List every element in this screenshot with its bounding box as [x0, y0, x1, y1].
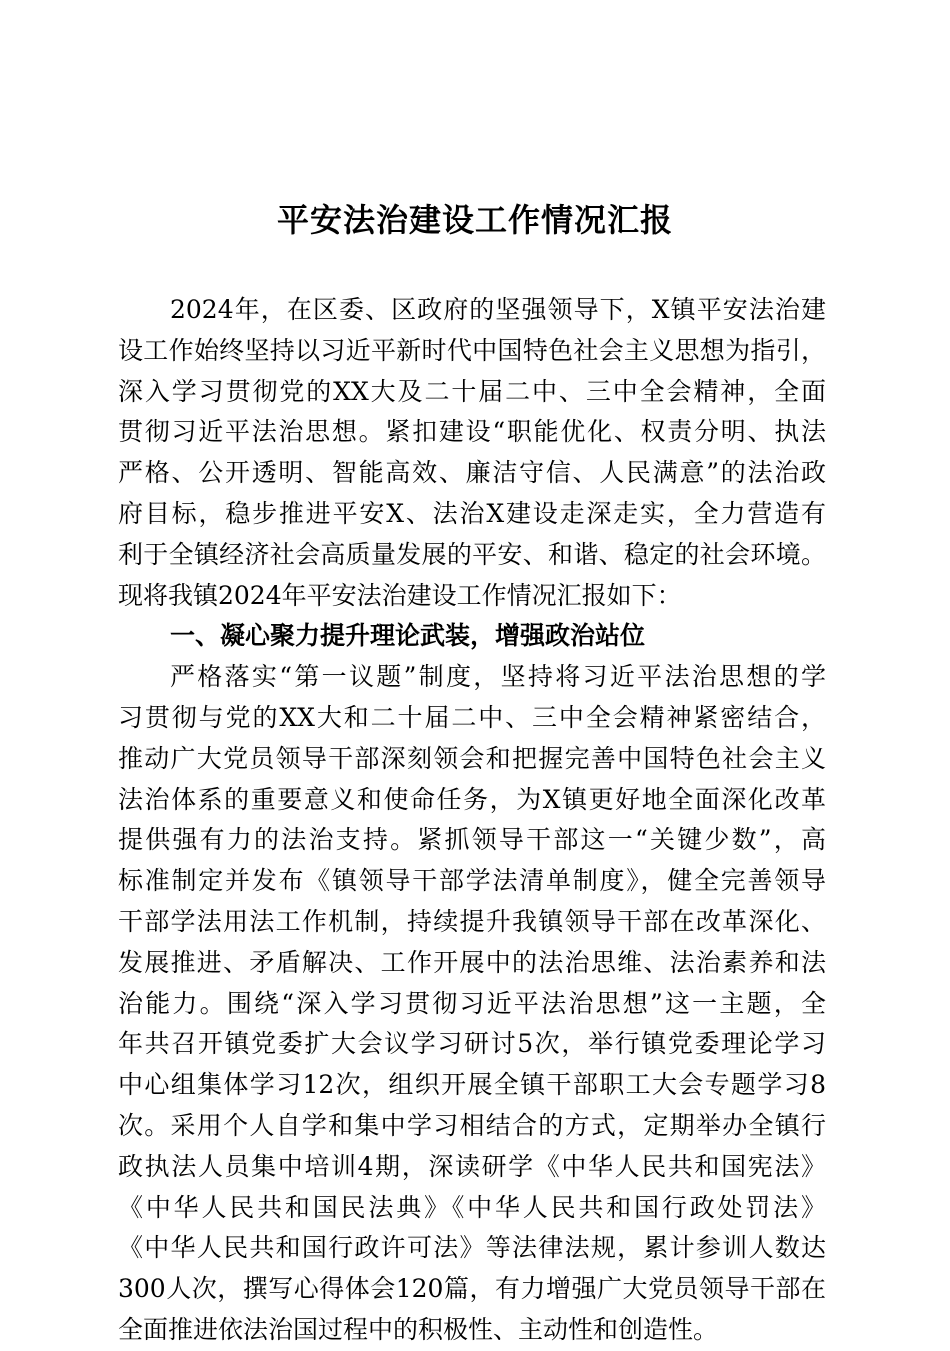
- paragraph-line: 习贯彻与党的XX大和二十届二中、三中全会精神紧密结合，: [118, 702, 826, 732]
- paragraph-line: 次。采用个人自学和集中学习相结合的方式，定期举办全镇行: [118, 1110, 826, 1140]
- paragraph-line: 设工作始终坚持以习近平新时代中国特色社会主义思想为指引，: [118, 335, 826, 365]
- paragraph-line: 标准制定并发布《镇领导干部学法清单制度》，健全完善领导: [118, 866, 826, 896]
- paragraph-line: 政执法人员集中培训4期，深读研学《中华人民共和国宪法》: [118, 1151, 826, 1181]
- paragraph-line: 现将我镇2024年平安法治建设工作情况汇报如下：: [118, 580, 682, 610]
- paragraph-line: 利于全镇经济社会高质量发展的平安、和谐、稳定的社会环境。: [118, 539, 826, 569]
- paragraph-line: 治能力。围绕“深入学习贯彻习近平法治思想”这一主题，全: [118, 988, 826, 1018]
- document-title: 平安法治建设工作情况汇报: [276, 201, 673, 239]
- paragraph-line: 府目标，稳步推进平安X、法治X建设走深走实，全力营造有: [118, 498, 826, 528]
- paragraph-line: 深入学习贯彻党的XX大及二十届二中、三中全会精神，全面: [118, 376, 826, 406]
- paragraph-line: 年共召开镇党委扩大会议学习研讨5次，举行镇党委理论学习: [118, 1029, 826, 1059]
- paragraph-line: 全面推进依法治国过程中的积极性、主动性和创造性。: [118, 1314, 719, 1344]
- paragraph-line: 发展推进、矛盾解决、工作开展中的法治思维、法治素养和法: [118, 947, 826, 977]
- paragraph-line: 提供强有力的法治支持。紧抓领导干部这一“关键少数”，高: [118, 825, 826, 855]
- paragraph-line: 2024年，在区委、区政府的坚强领导下，X镇平安法治建: [170, 295, 826, 324]
- paragraph-line: 《中华人民共和国民法典》《中华人民共和国行政处罚法》: [118, 1192, 826, 1222]
- paragraph-line: 《中华人民共和国行政许可法》等法律法规，累计参训人数达: [118, 1233, 826, 1263]
- paragraph-line: 中心组集体学习12次，组织开展全镇干部职工大会专题学习8: [118, 1070, 826, 1100]
- paragraph-line: 法治体系的重要意义和使命任务，为X镇更好地全面深化改革: [118, 784, 826, 814]
- paragraph-line: 推动广大党员领导干部深刻领会和把握完善中国特色社会主义: [118, 743, 826, 773]
- paragraph-line: 贯彻习近平法治思想。紧扣建设“职能优化、权责分明、执法: [118, 417, 826, 447]
- paragraph-line: 严格落实“第一议题”制度，坚持将习近平法治思想的学: [170, 662, 826, 692]
- paragraph-line: 严格、公开透明、智能高效、廉洁守信、人民满意”的法治政: [118, 458, 826, 488]
- paragraph-line: 300人次，撰写心得体会120篇，有力增强广大党员领导干部在: [118, 1274, 826, 1304]
- document-body: [118, 290, 826, 1351]
- section-heading: 一、凝心聚力提升理论武装，增强政治站位: [170, 621, 646, 651]
- paragraph-line: 干部学法用法工作机制，持续提升我镇领导干部在改革深化、: [118, 906, 826, 936]
